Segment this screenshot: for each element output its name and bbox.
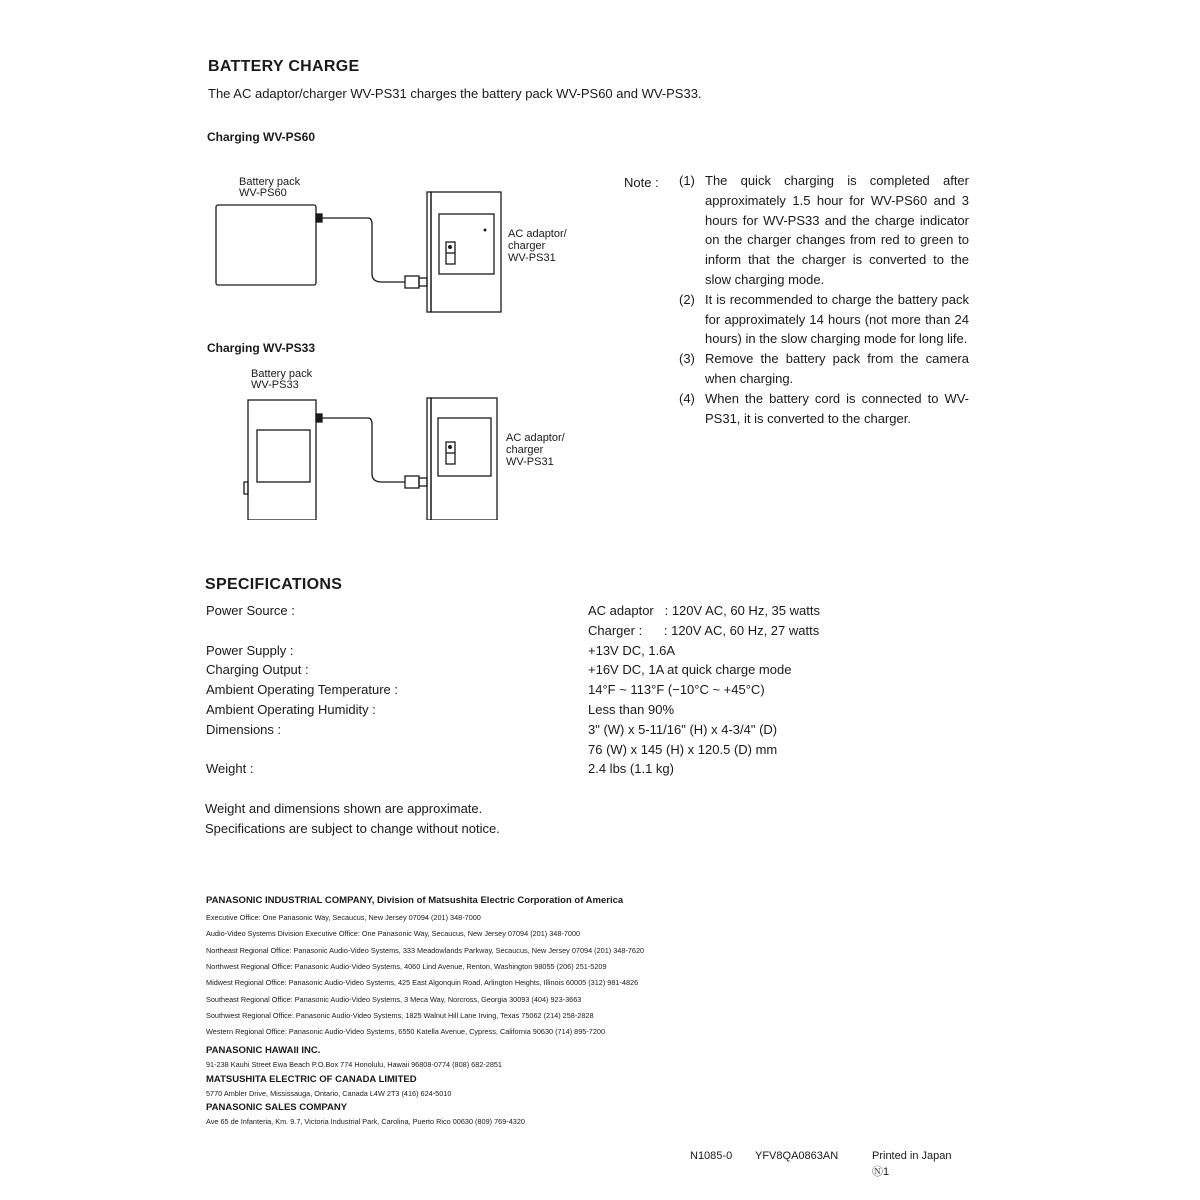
note-number: (2) bbox=[679, 291, 695, 307]
footer-sales-name: PANASONIC SALES COMPANY bbox=[206, 1102, 348, 1113]
note-text: It is recommended to charge the battery pack for approximately 14 hours (not more than 24 hours) in the slow charging mode for long life. bbox=[705, 291, 969, 347]
footer-hawaii-address: 91-238 Kauhi Street Ewa Beach P.O.Box 774 Honolulu, Hawaii 96808-0774 (808) 682-2851 bbox=[206, 1060, 502, 1069]
spec-value: 14°F ~ 113°F (−10°C ~ +45°C) bbox=[588, 682, 765, 698]
spec-value: +16V DC, 1A at quick charge mode bbox=[588, 662, 792, 678]
note-text: When the battery cord is connected to WV-PS31, it is converted to the charger. bbox=[705, 390, 969, 426]
footer-hawaii-name: PANASONIC HAWAII INC. bbox=[206, 1045, 321, 1056]
cord-plug bbox=[405, 476, 419, 488]
fig1-battery-label-2: WV-PS60 bbox=[239, 187, 287, 199]
charger-panel bbox=[439, 214, 494, 274]
print-mark: Ⓝ1 bbox=[872, 1166, 890, 1178]
spec-value: 2.4 lbs (1.1 kg) bbox=[588, 761, 674, 777]
footer-office-line: Audio-Video Systems Division Executive Office: One Panasonic Way, Secaucus, New Jersey 07094 (201) 348-7000 bbox=[206, 929, 581, 939]
part-number: YFV8QA0863AN bbox=[755, 1150, 839, 1162]
cord-plug bbox=[405, 276, 419, 288]
battery-cord bbox=[322, 418, 405, 482]
note-item bbox=[679, 171, 969, 290]
spec-note-approximate: Weight and dimensions shown are approximate. bbox=[205, 801, 483, 816]
battery-pack-ps60 bbox=[216, 205, 316, 285]
spec-label: Ambient Operating Humidity : bbox=[206, 702, 376, 717]
fig1-charger-label-1: AC adaptor/ bbox=[508, 228, 567, 240]
fig2-charger-label-3: WV-PS31 bbox=[506, 456, 554, 468]
fig2-heading: Charging WV-PS33 bbox=[207, 341, 316, 355]
battery-panel bbox=[257, 430, 310, 482]
spec-label: Charging Output : bbox=[206, 662, 309, 678]
footer-office-line: Southeast Regional Office: Panasonic Audio-Video Systems, 3 Meca Way, Norcross, Georgia 30093 (404) 923-3663 bbox=[206, 994, 582, 1004]
fig2-battery-label-2: WV-PS33 bbox=[251, 379, 299, 391]
fig1-heading: Charging WV-PS60 bbox=[207, 130, 316, 144]
note-item bbox=[679, 389, 969, 429]
note-item bbox=[679, 349, 969, 389]
note-text: Remove the battery pack from the camera when charging. bbox=[705, 351, 969, 386]
footer-sales-address: Ave 65 de Infanteria, Km. 9.7, Victoria Industrial Park, Carolina, Puerto Rico 00630 (809) 769-4320 bbox=[206, 1117, 525, 1126]
fig2-battery-label-1: Battery pack bbox=[251, 368, 313, 380]
battery-charge-intro: The AC adaptor/charger WV-PS31 charges the battery pack WV-PS60 and WV-PS33. bbox=[208, 86, 702, 101]
battery-connector bbox=[316, 414, 322, 422]
footer-office-line: Executive Office: One Panasonic Way, Secaucus, New Jersey 07094 (201) 348-7000 bbox=[206, 913, 481, 922]
spec-label: Ambient Operating Temperature : bbox=[206, 682, 398, 698]
doc-code: N1085-0 bbox=[690, 1150, 733, 1162]
spec-label: Power Supply : bbox=[206, 642, 294, 658]
battery-connector bbox=[316, 214, 322, 222]
specifications-title: SPECIFICATIONS bbox=[205, 576, 343, 593]
footer-office-line: Southwest Regional Office: Panasonic Audio-Video Systems, 1825 Walnut Hill Lane Irving, Texas 75062 (214) 258-2828 bbox=[206, 1010, 594, 1020]
fig2-charger-label-1: AC adaptor/ bbox=[506, 432, 565, 444]
note-number: (1) bbox=[679, 173, 695, 188]
spec-label: Weight : bbox=[206, 761, 254, 777]
note-label: Note : bbox=[624, 175, 659, 190]
charger-wv-ps31 bbox=[431, 398, 497, 520]
spec-note-change: Specifications are subject to change without notice. bbox=[205, 821, 500, 836]
spec-label: Dimensions : bbox=[206, 721, 282, 737]
fig1-battery-label-1: Battery pack bbox=[239, 176, 301, 188]
battery-pack-ps33 bbox=[248, 400, 316, 520]
spec-value: 76 (W) x 145 (H) x 120.5 (D) mm bbox=[588, 741, 778, 757]
footer-office-line: Western Regional Office: Panasonic Audio-Video Systems, 6550 Katella Avenue, Cypress, California 90630 (714) 895-7200 bbox=[206, 1027, 606, 1037]
fig1-charger-label-2: charger bbox=[508, 240, 546, 252]
note-number: (3) bbox=[679, 351, 695, 367]
fig2-charger-label-2: charger bbox=[506, 444, 544, 456]
spec-label: Power Source : bbox=[206, 603, 295, 618]
spec-value: AC adaptor : 120V AC, 60 Hz, 35 watts bbox=[588, 603, 820, 618]
spec-value: +13V DC, 1.6A bbox=[588, 642, 676, 658]
note-text: The quick charging is completed after approximately 1.5 hour for WV-PS60 and 3 hours for WV-PS33 and the charge indicator on the charger changes from red to green to inform that the charger is converted to the slow charging mode. bbox=[705, 173, 969, 287]
note-list bbox=[679, 171, 969, 428]
printed-in-japan: Printed in Japan bbox=[872, 1150, 952, 1162]
footer-company: PANASONIC INDUSTRIAL COMPANY, Division of Matsushita Electric Corporation of America bbox=[206, 895, 624, 906]
footer-office-line: Northeast Regional Office: Panasonic Audio-Video Systems, 333 Meadowlands Parkway, Secaucus, New Jersey 07094 (201) 348-7620 bbox=[206, 945, 645, 955]
battery-cord bbox=[322, 218, 405, 282]
battery-charge-title: BATTERY CHARGE bbox=[208, 58, 360, 75]
fig1-charger-label-3: WV-PS31 bbox=[508, 252, 556, 264]
footer-canada-name: MATSUSHITA ELECTRIC OF CANADA LIMITED bbox=[206, 1074, 417, 1085]
spec-value: 3" (W) x 5-11/16" (H) x 4-3/4" (D) bbox=[588, 721, 778, 737]
footer-canada-address: 5770 Ambler Drive, Mississauga, Ontario, Canada L4W 2T3 (416) 624-5010 bbox=[206, 1089, 452, 1098]
footer-office-line: Northwest Regional Office: Panasonic Audio-Video Systems, 4060 Lind Avenue, Renton, Washington 98055 (206) 251-5209 bbox=[206, 961, 607, 971]
spec-value: Less than 90% bbox=[588, 702, 675, 717]
charger-wv-ps31 bbox=[431, 192, 501, 312]
note-number: (4) bbox=[679, 390, 695, 406]
spec-value: Charger : : 120V AC, 60 Hz, 27 watts bbox=[588, 622, 820, 638]
note-item bbox=[679, 290, 969, 349]
footer-office-line: Midwest Regional Office: Panasonic Audio-Video Systems, 425 East Algonquin Road, Arlington Heights, Illinois 60005 (312) 981-4826 bbox=[206, 978, 639, 988]
